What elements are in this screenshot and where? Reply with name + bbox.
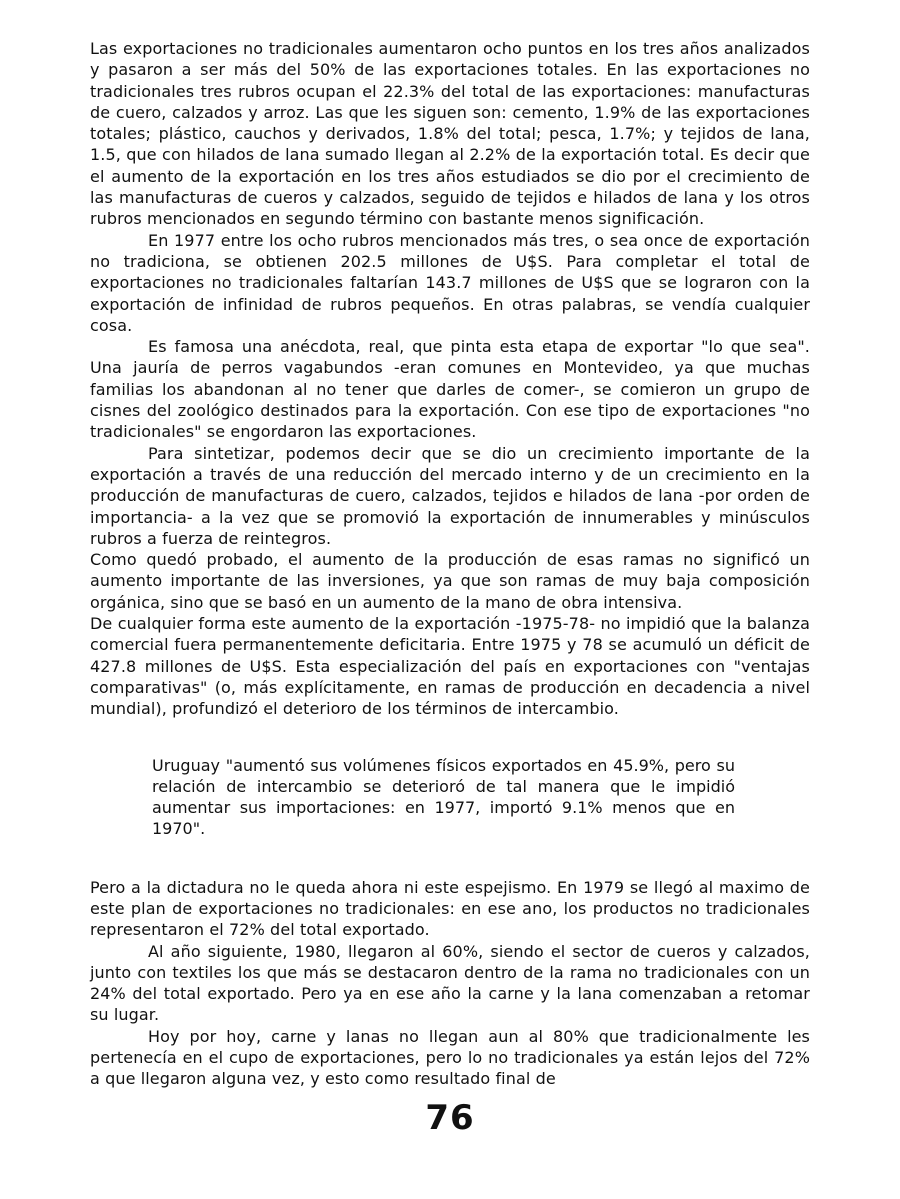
paragraph-4: Para sintetizar, podemos decir que se dio un crecimiento importante de la exportación a través de una reducción del mercado interno y de un crecimiento en la producción de manufacturas de cuero, calzados, tejidos e hilados de lana -por orden de importancia- a la vez que se promovió la exportación de innumerables y minúsculos rubros a fuerza de reintegros.: [90, 443, 810, 548]
paragraph-8: Al año siguiente, 1980, llegaron al 60%, siendo el sector de cueros y calzados, junto con textiles los que más se destacaron dentro de la rama no tradicionales con un 24% del total exportado. Pero ya en ese año la carne y la lana comenzaban a retomar su lugar.: [90, 941, 810, 1025]
page-number: 76: [425, 1098, 475, 1138]
paragraph-9: Hoy por hoy, carne y lanas no llegan aun al 80% que tradicionalmente les pertenecía en el cupo de exportaciones, pero lo no tradicionales ya están lejos del 72% a que llegaron alguna vez, y esto como resultado final de: [90, 1026, 810, 1089]
paragraph-5: Como quedó probado, el aumento de la producción de esas ramas no significó un aumento importante de las inversiones, ya que son ramas de muy baja composición orgánica, sino que se basó en un aumento de la mano de obra intensiva.: [90, 550, 810, 612]
block-quote: Uruguay "aumentó sus volúmenes físicos exportados en 45.9%, pero su relación de intercambio se deterioró de tal manera que le impidió aumentar sus importaciones: en 1977, importó 9.1% menos que en 1970".: [152, 755, 735, 839]
paragraph-7: Pero a la dictadura no le queda ahora ni este espejismo. En 1979 se llegó al maximo de este plan de exportaciones no tradicionales: en ese ano, los productos no tradicionales representaron el 72% del total exportado.: [90, 877, 810, 940]
paragraph-3: Es famosa una anécdota, real, que pinta esta etapa de exportar "lo que sea". Una jauría de perros vagabundos -eran comunes en Montevideo, ya que muchas familias los abandonan al no tener que darles de comer-, se comieron un grupo de cisnes del zoológico destinados para la exportación. Con ese tipo de exportaciones "no tradicionales" se engordaron las exportaciones.: [90, 337, 810, 442]
paragraph-6: De cualquier forma este aumento de la exportación -1975-78- no impidió que la balanza comercial fuera permanentemente deficitaria. Entre 1975 y 78 se acumuló un déficit de 427.8 millones de U$S. Esta especialización del país en exportaciones con "ventajas comparativas" (o, más explícitamente, en ramas de producción en decadencia a nivel mundial), profundizó el deterioro de los términos de intercambio.: [90, 614, 810, 719]
paragraph-1: Las exportaciones no tradicionales aumentaron ocho puntos en los tres años analizados y pasaron a ser más del 50% de las exportaciones totales. En las exportaciones no tradicionales tres rubros ocupan el 22.3% del total de las exportaciones: manufacturas de cuero, calzados y arroz. Las que les siguen son: cemento, 1.9% de las exportaciones totales; plástico, cauchos y derivados, 1.8% del total; pesca, 1.7%; y tejidos de lana, 1.5, que con hilados de lana sumado llegan al 2.2% de la exportación total. Es decir que el aumento de la exportación en los tres años estudiados se dio por el crecimiento de las manufacturas de cueros y calzados, seguido de tejidos e hilados de lana y los otros rubros mencionados en segundo término con bastante menos significación.: [90, 39, 810, 229]
paragraph-2: En 1977 entre los ocho rubros mencionados más tres, o sea once de exportación no tradiciona, se obtienen 202.5 millones de U$S. Para completar el total de exportaciones no tradicionales faltarían 143.7 millones de U$S que se lograron con la exportación de infinidad de rubros pequeños. En otras palabras, se vendía cualquier cosa.: [90, 230, 810, 335]
page-body: [90, 38, 810, 1090]
